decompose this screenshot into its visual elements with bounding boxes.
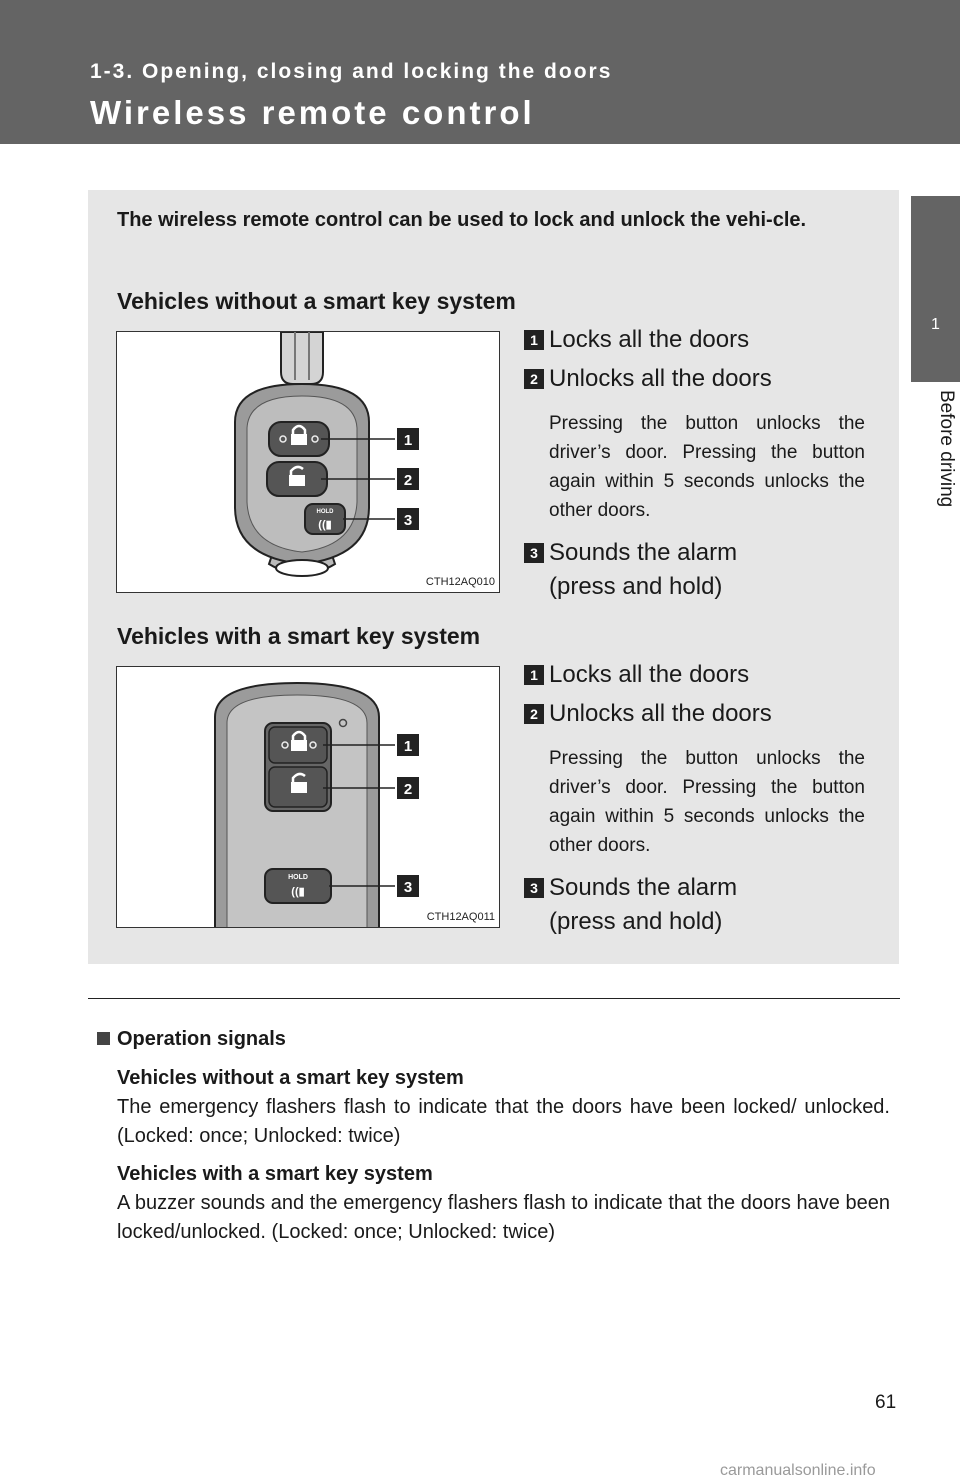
item-text: Sounds the alarm: [549, 874, 738, 901]
number-badge: 1: [524, 665, 544, 685]
signals-sub-smart-key: Vehicles with a smart key system: [117, 1163, 433, 1185]
section-heading-smart-key: Vehicles with a smart key system: [117, 623, 481, 649]
svg-text:3: 3: [403, 879, 413, 896]
number-badge: 2: [524, 369, 544, 389]
chapter-number: 1: [931, 316, 940, 333]
square-bullet-icon: [97, 1032, 110, 1045]
item-unlock: [524, 365, 772, 393]
chapter-tab: [911, 196, 960, 382]
svg-text:1: 1: [403, 738, 413, 755]
smart-key-illustration: [117, 667, 500, 928]
figure-smart-key: [116, 666, 500, 928]
key-remote-illustration: [117, 332, 500, 593]
item-lock: [524, 661, 749, 689]
unlock-note: Pressing the button unlocks the driver’s door. Pressing the button again within 5 seconds unlocks the other doors.: [549, 413, 865, 521]
number-badge: 2: [524, 704, 544, 724]
svg-text:1: 1: [403, 432, 413, 449]
signals-body-smart-key: A buzzer sounds and the emergency flashers flash to indicate that the doors have been locked/unlocked. (Locked: once; Unlocked: twice): [117, 1192, 890, 1243]
svg-text:((▮: ((▮: [318, 519, 332, 531]
item-alarm-cont: (press and hold): [549, 573, 723, 600]
divider: [88, 998, 900, 999]
item-alarm: [524, 539, 737, 567]
item-text: Unlocks all the doors: [549, 700, 772, 727]
figure-code: CTH12AQ011: [426, 911, 495, 923]
svg-text:((▮: ((▮: [291, 886, 305, 898]
page-title: Wireless remote control: [90, 94, 535, 131]
signals-heading-text: Operation signals: [117, 1028, 286, 1050]
item-unlock: [524, 700, 772, 728]
number-badge: 3: [524, 878, 544, 898]
signals-sub-no-smart-key: Vehicles without a smart key system: [117, 1067, 464, 1089]
intro-text: The wireless remote control can be used to lock and unlock the vehi-cle.: [117, 209, 807, 231]
item-text: Locks all the doors: [549, 326, 750, 353]
figure-key-remote: [116, 331, 500, 593]
unlock-note: Pressing the button unlocks the driver’s door. Pressing the button again within 5 seconds unlocks the other doors.: [549, 748, 865, 856]
signals-heading: [97, 1028, 286, 1051]
item-text: Locks all the doors: [549, 661, 750, 688]
number-badge: 3: [524, 543, 544, 563]
svg-text:2: 2: [403, 472, 413, 489]
hold-label: HOLD: [288, 874, 308, 881]
figure-code: CTH12AQ010: [425, 576, 495, 588]
svg-text:3: 3: [403, 512, 413, 529]
chapter-label: Before driving: [936, 390, 957, 508]
item-lock: [524, 326, 749, 354]
hold-label: HOLD: [316, 509, 334, 515]
signals-body-no-smart-key: The emergency flashers flash to indicate that the doors have been locked/ unlocked. (Locked: once; Unlocked: twice): [117, 1096, 890, 1147]
svg-text:2: 2: [403, 781, 413, 798]
section-heading-no-smart-key: Vehicles without a smart key system: [117, 288, 516, 314]
page-number: 61: [875, 1392, 897, 1413]
item-alarm: [524, 874, 737, 902]
watermark: carmanualsonline.info: [720, 1462, 876, 1479]
section-label: 1-3. Opening, closing and locking the doors: [90, 60, 613, 83]
item-text: Unlocks all the doors: [549, 365, 772, 392]
number-badge: 1: [524, 330, 544, 350]
item-alarm-cont: (press and hold): [549, 908, 723, 935]
item-text: Sounds the alarm: [549, 539, 738, 566]
